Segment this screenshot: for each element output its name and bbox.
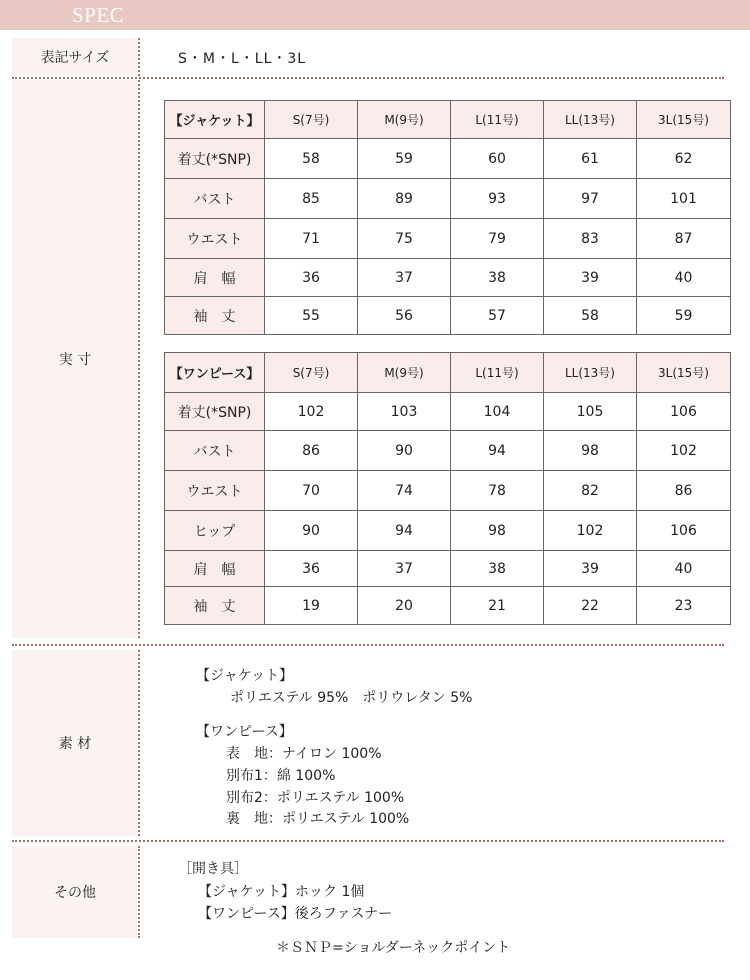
table-cell: 94 [358, 511, 451, 551]
column-header: M(9号) [358, 101, 451, 139]
table-corner-title: 【ジャケット】 [165, 101, 265, 139]
jacket-closure-line: 【ジャケット】ホック 1個 [198, 884, 365, 900]
table-cell: 37 [358, 551, 451, 587]
column-divider [138, 38, 140, 76]
row-divider [12, 644, 724, 646]
table-cell: 37 [358, 259, 451, 297]
table-cell: 83 [544, 219, 637, 259]
column-header: M(9号) [358, 353, 451, 393]
jacket-size-table [164, 100, 731, 335]
dress-size-table [164, 352, 731, 625]
table-cell: 36 [265, 551, 358, 587]
column-divider [138, 650, 140, 836]
table-cell: 98 [544, 431, 637, 471]
row-label: 袖 丈 [165, 297, 265, 335]
table-cell: 58 [265, 139, 358, 179]
table-cell: 87 [637, 219, 731, 259]
table-cell: 23 [637, 587, 731, 625]
column-divider [138, 80, 140, 638]
table-cell: 39 [544, 551, 637, 587]
table-row [165, 431, 731, 471]
table-cell: 94 [451, 431, 544, 471]
column-header: L(11号) [451, 101, 544, 139]
table-cell: 106 [637, 511, 731, 551]
size-list: S・M・L・LL・3L [178, 51, 307, 67]
table-cell: 56 [358, 297, 451, 335]
dress-material-line: 別布1：綿 100% [226, 768, 336, 784]
table-cell: 97 [544, 179, 637, 219]
table-cell: 78 [451, 471, 544, 511]
table-cell: 93 [451, 179, 544, 219]
column-divider [138, 846, 140, 938]
dress-material-line: 表 地：ナイロン 100% [226, 746, 382, 762]
column-header: L(11号) [451, 353, 544, 393]
row-divider [12, 77, 724, 79]
row-label: バスト [165, 431, 265, 471]
table-row [165, 551, 731, 587]
table-cell: 75 [358, 219, 451, 259]
table-row [165, 511, 731, 551]
actual-label-cell [12, 80, 138, 638]
table-cell: 22 [544, 587, 637, 625]
dress-material-heading: 【ワンピース】 [196, 724, 293, 740]
table-cell: 74 [358, 471, 451, 511]
dress-closure-line: 【ワンピース】後ろファスナー [198, 906, 393, 922]
table-cell: 106 [637, 393, 731, 431]
table-cell: 82 [544, 471, 637, 511]
table-cell: 90 [358, 431, 451, 471]
table-cell: 90 [265, 511, 358, 551]
table-cell: 85 [265, 179, 358, 219]
table-cell: 101 [637, 179, 731, 219]
size-label-cell [12, 38, 138, 76]
closure-heading: ［開き具］ [178, 861, 248, 877]
table-cell: 61 [544, 139, 637, 179]
column-header: S(7号) [265, 353, 358, 393]
row-label: 肩 幅 [165, 259, 265, 297]
table-cell: 38 [451, 259, 544, 297]
table-cell: 70 [265, 471, 358, 511]
table-cell: 40 [637, 259, 731, 297]
jacket-material-line: ポリエステル 95% ポリウレタン 5% [230, 690, 473, 706]
table-cell: 20 [358, 587, 451, 625]
table-cell: 103 [358, 393, 451, 431]
table-cell: 60 [451, 139, 544, 179]
table-cell: 19 [265, 587, 358, 625]
table-row [165, 179, 731, 219]
table-header-row [165, 101, 731, 139]
snp-footnote: ＊ＳＮＰ=ショルダーネックポイント [276, 940, 511, 956]
table-cell: 21 [451, 587, 544, 625]
material-label-cell [12, 650, 138, 836]
table-row [165, 259, 731, 297]
row-label: ヒップ [165, 511, 265, 551]
table-row [165, 297, 731, 335]
table-cell: 39 [544, 259, 637, 297]
table-row [165, 587, 731, 625]
table-cell: 59 [637, 297, 731, 335]
material-label: 素 材 [58, 736, 92, 752]
dress-material-line: 別布2：ポリエステル 100% [226, 790, 405, 806]
row-label: 着丈(*SNP) [165, 139, 265, 179]
table-cell: 55 [265, 297, 358, 335]
table-cell: 98 [451, 511, 544, 551]
table-row [165, 139, 731, 179]
table-cell: 36 [265, 259, 358, 297]
table-cell: 79 [451, 219, 544, 259]
table-cell: 102 [265, 393, 358, 431]
table-cell: 102 [637, 431, 731, 471]
column-header: LL(13号) [544, 101, 637, 139]
actual-label: 実 寸 [58, 352, 92, 368]
dress-material-line: 裏 地：ポリエステル 100% [226, 811, 410, 827]
row-label: ウエスト [165, 471, 265, 511]
table-cell: 58 [544, 297, 637, 335]
table-corner-title: 【ワンピース】 [165, 353, 265, 393]
table-row [165, 393, 731, 431]
table-cell: 86 [637, 471, 731, 511]
row-divider [12, 840, 724, 842]
table-cell: 40 [637, 551, 731, 587]
jacket-material-heading: 【ジャケット】 [196, 668, 294, 684]
size-label: 表記サイズ [40, 50, 110, 66]
banner-title: SPEC [72, 3, 125, 27]
table-cell: 86 [265, 431, 358, 471]
table-row [165, 471, 731, 511]
table-cell: 57 [451, 297, 544, 335]
table-cell: 59 [358, 139, 451, 179]
table-cell: 105 [544, 393, 637, 431]
row-label: 着丈(*SNP) [165, 393, 265, 431]
table-cell: 89 [358, 179, 451, 219]
spec-banner [0, 0, 750, 30]
table-cell: 104 [451, 393, 544, 431]
row-label: バスト [165, 179, 265, 219]
row-label: ウエスト [165, 219, 265, 259]
column-header: LL(13号) [544, 353, 637, 393]
table-header-row [165, 353, 731, 393]
row-label: 袖 丈 [165, 587, 265, 625]
table-cell: 62 [637, 139, 731, 179]
other-label: その他 [54, 885, 96, 901]
other-label-cell [12, 846, 138, 938]
column-header: 3L(15号) [637, 101, 731, 139]
row-label: 肩 幅 [165, 551, 265, 587]
column-header: 3L(15号) [637, 353, 731, 393]
table-cell: 102 [544, 511, 637, 551]
table-cell: 71 [265, 219, 358, 259]
column-header: S(7号) [265, 101, 358, 139]
table-cell: 38 [451, 551, 544, 587]
table-row [165, 219, 731, 259]
